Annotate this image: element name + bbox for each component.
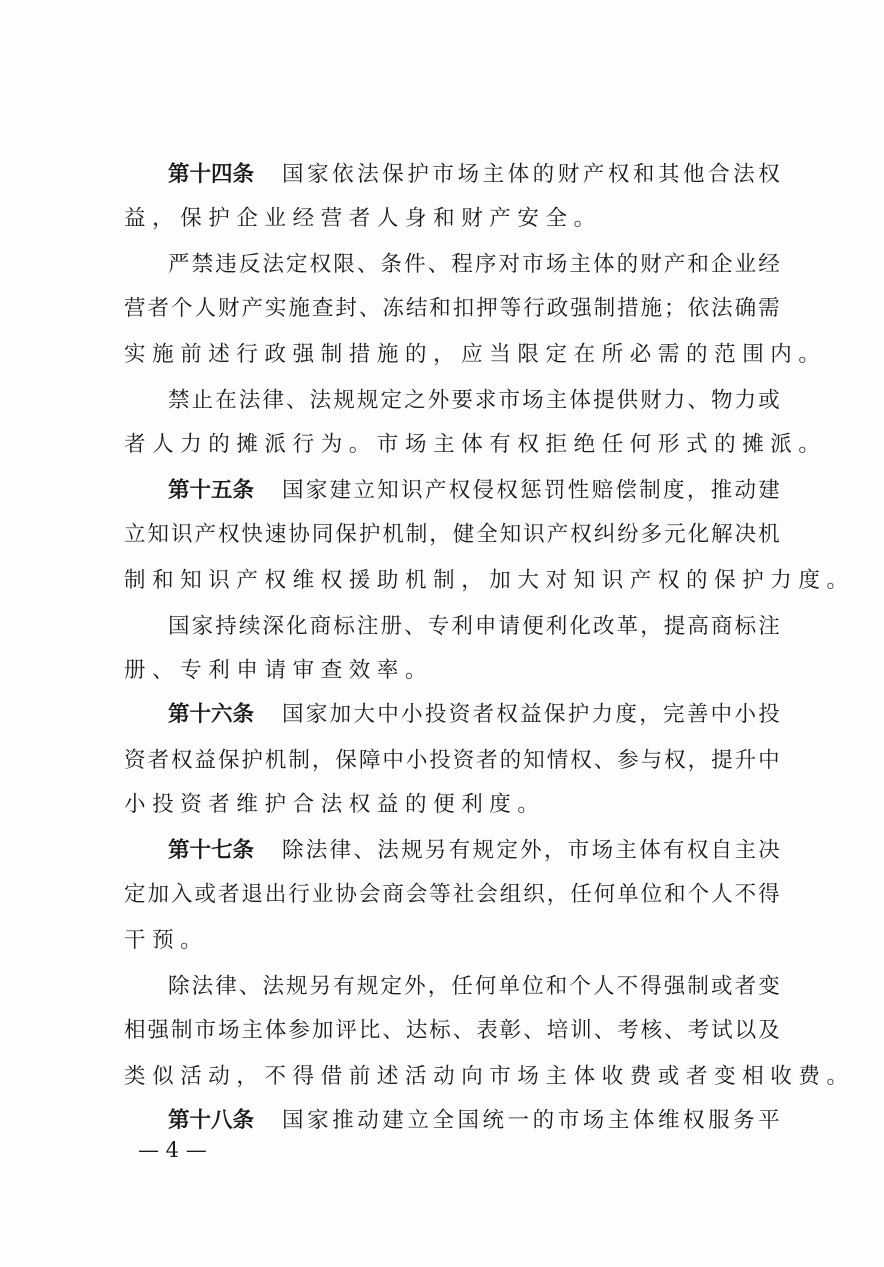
line-text: 国 家 建 立 知 识 产 权 侵 权 惩 罚 性 赔 偿 制 度 ， 推 动 建 xyxy=(282,478,780,503)
text-line: 资 者 权 益 保 护 机 制 ， 保 障 中 小 投 资 者 的 知 情 权 、 参 与 权 ， 提 升 中 xyxy=(124,748,780,773)
text-line: 类似活动，不得借前述活动向市场主体收费或者变相收费。 xyxy=(124,1064,855,1089)
text-line: 实施前述行政强制措施的，应当限定在所必需的范围内。 xyxy=(124,342,827,367)
text-line: 严 禁 违 反 法 定 权 限 、 条 件 、 程 序 对 市 场 主 体 的 财 产 和 企 业 经 xyxy=(168,252,780,277)
line-art17-start xyxy=(168,836,780,866)
text-line: 干预。 xyxy=(124,928,209,953)
line-art18-start xyxy=(168,1106,780,1136)
text-line: 立 知 识 产 权 快 速 协 同 保 护 机 制 ， 健 全 知 识 产 权 纠 纷 多 元 化 解 决 机 xyxy=(124,522,780,547)
line-art16-start xyxy=(168,700,780,730)
line-art14-start xyxy=(168,160,780,190)
text-line: 者人力的摊派行为。市场主体有权拒绝任何形式的摊派。 xyxy=(124,432,827,457)
text-line: 国 家 持 续 深 化 商 标 注 册 、 专 利 申 请 便 利 化 改 革 ， 提 高 商 标 注 xyxy=(168,614,780,639)
article-number: 第十四条 xyxy=(168,162,255,187)
text-line: 营 者 个 人 财 产 实 施 查 封 、 冻 结 和 扣 押 等 行 政 强 制 措 施 ； 依 法 确 需 xyxy=(124,296,780,321)
article-number: 第十六条 xyxy=(168,702,255,727)
line-text: 国 家 加 大 中 小 投 资 者 权 益 保 护 力 度 ， 完 善 中 小 投 xyxy=(282,702,780,727)
article-number: 第十七条 xyxy=(168,838,255,863)
text-line: 定 加 入 或 者 退 出 行 业 协 会 商 会 等 社 会 组 织 ， 任 何 单 位 和 个 人 不 得 xyxy=(124,882,780,907)
article-number: 第十五条 xyxy=(168,478,255,503)
page-number: — 4 — xyxy=(138,1138,207,1162)
text-line: 益，保护企业经营者人身和财产安全。 xyxy=(124,206,602,231)
line-text: 除 法 律 、 法 规 另 有 规 定 外 ， 市 场 主 体 有 权 自 主 决 xyxy=(282,838,780,863)
text-line: 小投资者维护合法权益的便利度。 xyxy=(124,792,546,817)
text-line: 相 强 制 市 场 主 体 参 加 评 比 、 达 标 、 表 彰 、 培 训 、 考 核 、 考 试 以 及 xyxy=(124,1018,780,1043)
text-line: 册、专利申请审查效率。 xyxy=(124,658,434,683)
line-text: 国 家 依 法 保 护 市 场 主 体 的 财 产 权 和 其 他 合 法 权 xyxy=(282,162,780,187)
line-art15-start xyxy=(168,476,780,506)
line-text: 国 家 推 动 建 立 全 国 统 一 的 市 场 主 体 维 权 服 务 平 xyxy=(282,1108,780,1133)
article-number: 第十八条 xyxy=(168,1108,255,1133)
text-line: 除 法 律 、 法 规 另 有 规 定 外 ， 任 何 单 位 和 个 人 不 得 强 制 或 者 变 xyxy=(168,974,780,999)
text-line: 禁 止 在 法 律 、 法 规 规 定 之 外 要 求 市 场 主 体 提 供 财 力 、 物 力 或 xyxy=(168,388,780,413)
text-line: 制和知识产权维权援助机制，加大对知识产权的保护力度。 xyxy=(124,568,855,593)
